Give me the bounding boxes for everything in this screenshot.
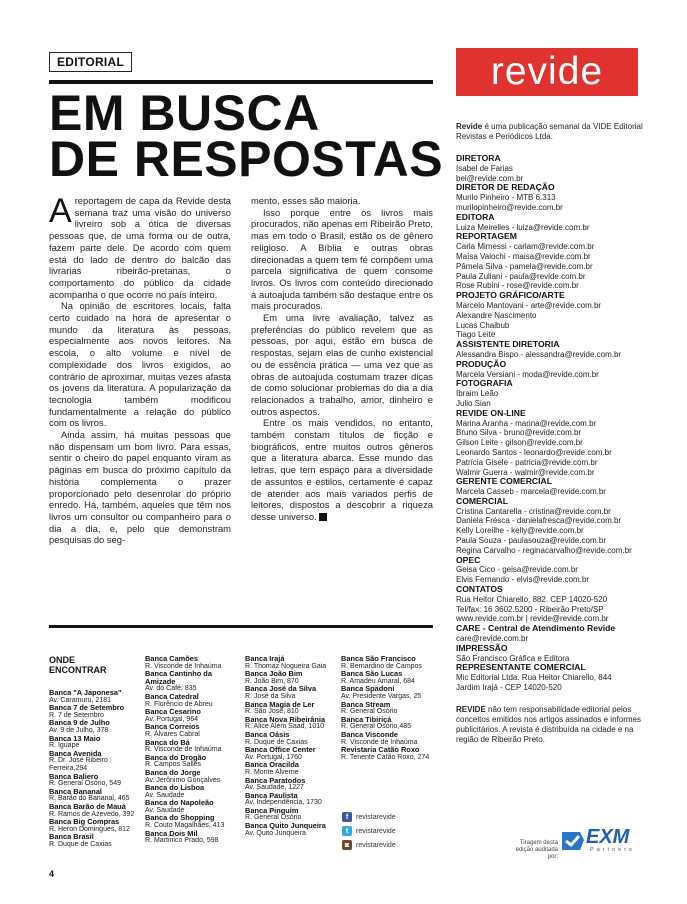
masthead-line: Elvis Fernando - elvis@revide.com.br: [456, 575, 590, 585]
location-name: Banca "A Japonesa": [49, 688, 122, 697]
article-column-1: [49, 192, 231, 546]
masthead-line: Kelly Loreilhe - kelly@revide.com.br: [456, 526, 584, 536]
location-name: Banca Irajá: [245, 654, 285, 663]
masthead-heading: FOTOGRAFIA: [456, 378, 513, 389]
location-name: Banca Dois Mil: [145, 828, 198, 838]
end-mark-icon: [319, 513, 327, 521]
facebook-handle: revistarevide: [356, 813, 396, 821]
masthead-line: Murilo Pinheiro - MTB 6.313: [456, 193, 556, 203]
masthead-line: Maísa Valochi - maisa@revide.com.br: [456, 251, 591, 261]
exm-check-icon: [560, 828, 586, 852]
masthead-line: Marcela Casseb - marcela@revide.com.br: [456, 487, 606, 497]
masthead-line: Leonardo Santos - leonardo@revide.com.br: [456, 447, 612, 457]
location-name: Banca São Francisco: [341, 654, 416, 663]
article-paragraph: Ainda assim, há muitas pessoas que não dispensam um bom livro. Para essas, sentir o cheiro do papel enquanto viram as páginas em busca do próximo capítulo da história complementa o prazer proporcionado pelo desenrolar do próprio enredo. Há, também, aqueles que têm nos livros um consultor ou companheiro para o dia a dia, e, pelo que demonstram pesquisas do seg-: [49, 429, 231, 546]
location-address: Av. do Café, 835: [145, 685, 197, 693]
location-name: Banca do Lisboa: [145, 783, 205, 793]
masthead-line: Carla Mimessi - carlam@revide.com.br: [456, 242, 595, 252]
masthead-heading: REPORTAGEM: [456, 231, 517, 242]
masthead-line: Daniela Frésca - danielafresca@revide.com.br: [456, 516, 622, 526]
location-address: R. Visconde de Inhaúma: [145, 746, 222, 754]
location-name: Banca Quito Junqueira: [245, 821, 326, 831]
section-rule: [49, 625, 433, 628]
headline-line-2: DE RESPOSTAS: [49, 131, 444, 187]
masthead-line: Patrícia Gisele - patricia@revide.com.br: [456, 457, 598, 467]
intro-brand: Revide: [456, 122, 483, 131]
location-name: Banca Catedral: [145, 691, 199, 701]
onde-encontrar-heading: [49, 655, 107, 675]
locations-column-4: [341, 655, 436, 761]
location-name: Banca Paulista: [245, 790, 298, 800]
masthead-heading: ASSISTENTE DIRETORIA: [456, 339, 560, 350]
masthead-line: Rua Heitor Chiarello, 882. CEP 14020-520: [456, 594, 608, 604]
masthead-heading: DIRETORA: [456, 153, 501, 163]
masthead-intro: [456, 122, 646, 142]
masthead-line: Lucas Chaibub: [456, 320, 510, 330]
top-rule: [49, 80, 433, 84]
article-paragraph: [251, 417, 433, 522]
masthead-heading: EDITORA: [456, 211, 495, 222]
location-name: Banca Spadoni: [341, 684, 395, 694]
location-address: R. Martinico Prado, 598: [145, 837, 219, 845]
social-links: [342, 810, 396, 852]
location-address: Av. Independência, 1730: [245, 799, 322, 807]
masthead-heading: GERENTE COMERCIAL: [456, 476, 552, 487]
location-address: R. Campos Salles: [145, 761, 202, 769]
location-address: Av. Quito Junqueira: [245, 829, 306, 837]
paragraph-text: Entre os mais vendidos, no entanto, também constam títulos de ficção e biográficos, entre muitos outros gêneros que a literatura abarca. Esse mundo das letras, que tem espaço para a diversidade de assuntos e estilos, certamente é capaz de atender aos mais variados perfis de leitores, dispostos a descobrir a riqueza desse universo.: [251, 417, 433, 522]
masthead-line: murilopinheiro@revide.com.br: [456, 202, 563, 212]
location-address: R. Dr. José Ribeiro Ferreira,294: [49, 757, 108, 772]
masthead-heading: DIRETOR DE REDAÇÃO: [456, 182, 555, 193]
masthead-line: Marcelo Mantovani - arte@revide.com.br: [456, 300, 602, 310]
masthead-line: Ibraim Leão: [456, 389, 499, 399]
location-address: R. Florêncio de Abreu: [145, 700, 213, 708]
location-name: Banca Cantinho da Amizade: [145, 669, 212, 686]
article-paragraph: [49, 192, 231, 300]
masthead-line: Walmir Guerra - walmir@revide.com.br: [456, 467, 595, 477]
location-name: Banca Visconde: [341, 729, 398, 739]
location-name: Banca Stream: [341, 699, 391, 709]
masthead-line: Regina Carvalho - reginacarvalho@revide.com.br: [456, 545, 632, 555]
location-address: R. José da Silva: [245, 692, 296, 700]
masthead-line: Tiago Leite: [456, 330, 496, 340]
twitter-link[interactable]: [342, 824, 396, 838]
masthead-line: care@revide.com.br: [456, 634, 529, 644]
facebook-link[interactable]: [342, 810, 396, 824]
location-address: Av. Jerônimo Gonçalves: [145, 776, 221, 784]
masthead-line: Cristina Cantarella - cristina@revide.com.br: [456, 506, 611, 516]
location-address: R. Barão do Bananal, 465: [49, 795, 130, 803]
location-address: R. Alice Além Saad, 1010: [245, 723, 324, 731]
location-name: Banca Barão de Mauá: [49, 801, 126, 811]
location-name: Banca Office Center: [245, 745, 316, 755]
article-paragraph: Em uma livre avaliação, talvez as preferências do público revelem que as pessoas, por aqui, estão em busca de respostas, sejam elas de cunho existencial ou de essência prática — uma vez que as obras de autoajuda costumam trazer dicas de como solucionar problemas do dia a dia relacionados a trabalho, amor, dinheiro e outros aspectos.: [251, 312, 433, 417]
masthead-heading: OPEC: [456, 554, 481, 565]
masthead-line: Julio Sian: [456, 398, 491, 408]
intro-text: é uma publicação semanal da VIDE Editorial Revistas e Periódicos Ltda.: [456, 122, 643, 141]
masthead-line: Isabel de Farias: [456, 163, 513, 173]
location-name: Banca do Shopping: [145, 813, 215, 823]
instagram-handle: revistarevide: [356, 841, 396, 849]
masthead-line: Pâmela Silva - pamela@revide.com.br: [456, 261, 593, 271]
location-address: R. Amadeu Amaral, 684: [341, 677, 415, 685]
facebook-icon: f: [342, 812, 352, 822]
masthead-line: Alessandra Bispo - alessandra@revide.com.br: [456, 349, 622, 359]
twitter-handle: revistarevide: [356, 827, 396, 835]
masthead-line: Gilson Leite - gilson@revide.com.br: [456, 438, 583, 448]
location-name: Banca Paratodos: [245, 775, 306, 785]
masthead-heading: PROJETO GRÁFICO/ARTE: [456, 290, 565, 301]
locations-column-2: [145, 655, 240, 845]
location-name: Banca Tibiriçá: [341, 714, 392, 724]
masthead-line: bel@revide.com.br: [456, 173, 524, 183]
location-address: Av. Saudade, 1227: [245, 784, 304, 792]
masthead-heading: COMERCIAL: [456, 495, 509, 506]
disclaimer-brand: REVIDE: [456, 704, 486, 714]
audit-note: Tiragem desta edição auditada por:: [515, 840, 558, 860]
masthead-line: Paula Souza - paulasouza@revide.com.br: [456, 536, 606, 546]
location-name: Banca Avenida: [49, 748, 102, 758]
masthead-line: Marcela Versiani - moda@revide.com.br: [456, 369, 599, 379]
location-address: R. Álvares Cabral: [145, 730, 200, 738]
location-address: R. Iguape: [49, 742, 80, 750]
location-address: R. Thomaz Nogueira Gaia: [245, 662, 327, 670]
location-address: Av. 9 de Julho, 378: [49, 726, 109, 734]
drop-cap: A: [49, 192, 72, 230]
masthead-line: Marina Aranha - marina@revide.com.br: [456, 418, 597, 428]
masthead-disclaimer: [456, 705, 646, 745]
location-name: Banca do Bá: [145, 737, 190, 747]
location-address: R. Ramos de Azevedo, 392: [49, 810, 135, 818]
article-column-2: [251, 195, 433, 523]
location-address: Av. Portugal, 1760: [245, 753, 302, 761]
location-address: R. General Osório, 549: [49, 780, 121, 788]
location-name: Banca Camões: [145, 654, 198, 663]
location-address: Av. Presidente Vargas, 25: [341, 692, 422, 700]
masthead-line: Alexandre Nascimento: [456, 310, 537, 320]
location-name: Banca Oracilda: [245, 760, 299, 770]
page-number: 4: [49, 869, 55, 879]
location-name: Banca Bananal: [49, 786, 102, 796]
location-name: Banca 9 de Julho: [49, 718, 110, 728]
paragraph-text: reportagem de capa da Revide desta semana traz uma visão do universo livreiro sob a ótica de diversas pessoas que, de uma forma ou de outra, fazem parte dele. De acordo com quem está do lado de dentro do balcão das livrarias ribeirão-pretanas, o comportamento do público da cidade acompanha o que ocorre no país inteiro.: [49, 195, 231, 300]
location-name: Banca Oásis: [245, 729, 290, 739]
location-name: Banca Correios: [145, 722, 200, 732]
exm-logo: EXM: [586, 826, 630, 848]
article-paragraph: Isso porque entre os livros mais procurados, não apenas em Ribeirão Preto, mas em todo o Brasil, estão os de gênero religioso. A Bíblia e outras obras direcionadas a quem tem fé compõem uma parcela significativa de quem consome livros. Os livros com conteúdo direcionado à autoajuda também são destaque entre os mais procurados.: [251, 206, 433, 312]
location-address: Av. Portugal, 964: [145, 715, 199, 723]
onde-line-2: ENCONTRAR: [49, 665, 107, 675]
location-name: Banca Cesarino: [145, 707, 201, 717]
masthead-line: Jardim Irajá - CEP 14020-520: [456, 683, 562, 693]
location-address: R. Visconde de Inhaúma: [341, 738, 418, 746]
instagram-icon: ◙: [342, 840, 352, 850]
location-address: R. 7 de Setembro: [49, 711, 104, 719]
headline-line-1: EM BUSCA: [49, 85, 320, 141]
masthead-line: Mic Editorial Ltda. Rua Heitor Chiarello, 844: [456, 673, 612, 683]
section-tag: EDITORIAL: [49, 52, 132, 72]
location-address: R. Heron Domingues, 812: [49, 825, 130, 833]
masthead-heading: CONTATOS: [456, 584, 503, 595]
location-address: R. Visconde de Inhaúma: [145, 662, 222, 670]
onde-line-1: ONDE: [49, 655, 76, 665]
location-address: R. General Osório: [341, 708, 398, 716]
location-address: R. Monte Alverne: [245, 768, 299, 776]
location-name: Banca do Jorge: [145, 767, 201, 777]
instagram-link[interactable]: [342, 838, 396, 852]
masthead-heading: CARE - Central de Atendimento Revide: [456, 623, 616, 634]
location-name: Banca Big Compras: [49, 817, 120, 827]
masthead-line: Geisa Cico - geisa@revide.com.br: [456, 565, 578, 575]
location-address: R. Duque de Caxias: [49, 840, 112, 848]
location-name: Banca Pinguim: [245, 805, 299, 815]
disclaimer-text: não tem responsabilidade editorial pelos conceitos emitidos nos artigos assinados e informes publicitários. A revista é distribuída na cidade e na região de Ribeirão Preto.: [456, 704, 641, 744]
location-address: Av. Saudade: [145, 806, 185, 814]
masthead-heading: REVIDE ON-LINE: [456, 407, 526, 418]
location-name: Banca Baliero: [49, 771, 99, 781]
location-name: Banca do Drogão: [145, 752, 207, 762]
location-address: Av. Caramuru, 2181: [49, 696, 111, 704]
location-name: Banca João Bim: [245, 669, 303, 679]
location-address: R. São José, 810: [245, 708, 299, 716]
location-address: Av. Saudade: [145, 791, 185, 799]
location-address: R. General Osório: [245, 814, 302, 822]
location-name: Banca 7 de Setembro: [49, 703, 125, 713]
masthead-heading: IMPRESSÃO: [456, 642, 508, 653]
location-address: R. Couto Magalhães, 413: [145, 822, 225, 830]
locations-column-1: [49, 689, 139, 848]
location-name: Banca Brasil: [49, 832, 94, 842]
location-address: R. Duque de Caxias: [245, 738, 308, 746]
masthead-sections: [456, 154, 646, 693]
locations-column-3: [245, 655, 340, 837]
masthead-line: Rose Rubini - rose@revide.com.br: [456, 281, 579, 291]
location-address: R. Tenente Catão Roxo, 274: [341, 753, 430, 761]
masthead-line: Bruno Silva - bruno@revide.com.br: [456, 428, 582, 438]
location-name: Banca José da Silva: [245, 684, 317, 694]
article-paragraph: mento, esses são maioria.: [251, 195, 361, 206]
location-address: R. João Bim, 870: [245, 677, 299, 685]
masthead-line: Paula Zuliani - paula@revide.com.br: [456, 271, 586, 281]
masthead-line: www.revide.com.br | revide@revide.com.br: [456, 614, 609, 624]
headline: [49, 85, 449, 187]
article-paragraph: Na opinião de escritores locais, falta certo cuidado na hora de apresentar o mundo da literatura às pessoas, especialmente aos novos leitores. Na escola, o alto volume e nível de complexidade dos livros exigidos, ao contrário de aproximar, muitas vezes afasta os jovens da literatura. A popularização da tecnologia também modificou fundamentalmente a relação do público com os livros.: [49, 300, 231, 429]
location-name: Revistaria Catão Roxo: [341, 745, 420, 755]
masthead-line: Tel/fax: 16 3602.5200 - Ribeirão Preto/SP: [456, 604, 604, 614]
location-address: R. General Osório,485: [341, 723, 412, 731]
location-name: Banca São Lucas: [341, 669, 403, 679]
location-name: Banca Nova Ribeirânia: [245, 714, 326, 724]
masthead-heading: PRODUÇÃO: [456, 358, 507, 369]
twitter-icon: t: [342, 826, 352, 836]
masthead-heading: REPRESENTANTE COMERCIAL: [456, 662, 586, 673]
location-name: Banca 13 Maio: [49, 733, 101, 743]
location-name: Banca Magia de Ler: [245, 699, 315, 709]
masthead: [456, 122, 646, 745]
location-address: R. Bernardino de Campos: [341, 662, 422, 670]
revide-logo: revide: [490, 50, 604, 93]
exm-partners: Partners: [590, 847, 635, 853]
location-name: Banca do Napoleão: [145, 798, 214, 808]
masthead-line: Luiza Meirelles - luiza@revide.com.br: [456, 222, 590, 232]
masthead-line: São Francisco Gráfica e Editora: [456, 653, 570, 663]
